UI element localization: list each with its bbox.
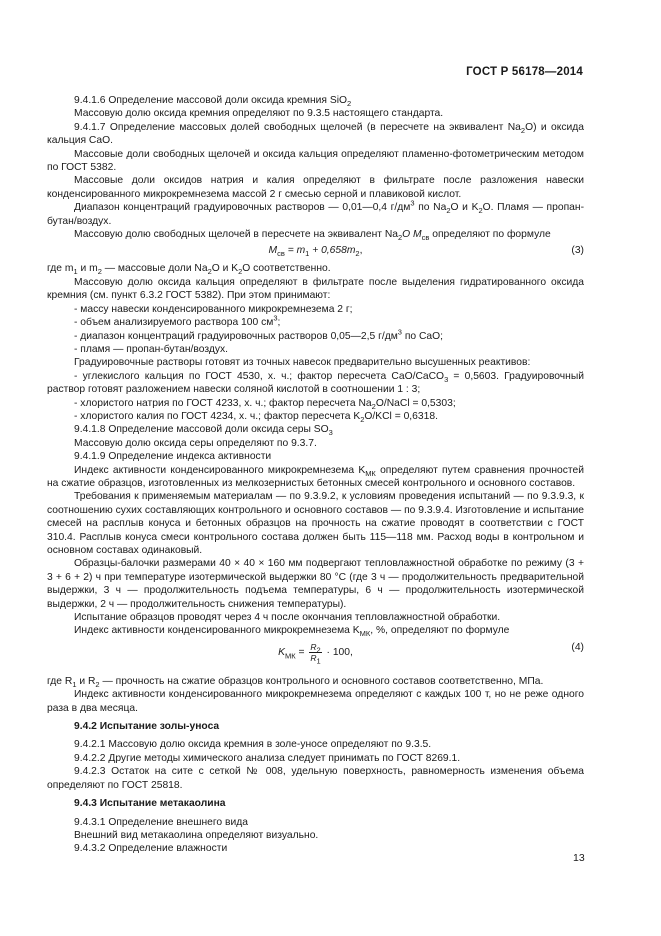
section-9-4-1-9: 9.4.1.9 Определение индекса активности [74, 451, 272, 463]
paragraph: 9.4.2.2 Другие методы химического анализа следует принимать по ГОСТ 8269.1. [74, 752, 461, 764]
fraction: $\frac{R_2}{R_1}$ [310, 641, 321, 666]
document-header: ГОСТ Р 56178—2014 [466, 66, 583, 78]
paragraph: Испытание образцов проводят через 4 ч после окончания тепловлажностной обработки. [74, 612, 501, 624]
section-heading-9-4-3: 9.4.3 Испытание метакаолина [74, 798, 226, 810]
paragraph: Массовую долю оксида серы определяют по 9.3.7. [74, 437, 317, 449]
formula-number: (4) [571, 641, 584, 653]
paragraph: Диапазон концентраций градуировочных растворов — 0,01—0,4 $г/дм^3$ по $Na_2O$ и $K_2O$. Пламя — пропан-бутан/воздух. [47, 198, 584, 227]
section-heading-9-4-2: 9.4.2 Испытание золы-уноса [74, 721, 220, 733]
paragraph: Массовую долю оксида кальция определяют в фильтрате после выделения гидратированного оксида кремния (см. пункт 6.3.2 ГОСТ 5382). При этом принимают: [47, 276, 584, 302]
section-9-4-1-7: 9.4.1.7 Определение массовых долей свободных щелочей (в пересчете на эквивалент $Na_2O$) и оксида кальция CaO. [47, 121, 584, 147]
paragraph: где $m_1$ и $m_2$ — массовые доли $Na_2O$ и $K_2O$ соответственно. [47, 263, 331, 277]
paragraph: Градуировочные растворы готовят из точных навесок предварительно высушенных реактивов: [74, 357, 531, 369]
section-9-4-1-6: 9.4.1.6 Определение массовой доли оксида кремния SiO$_2$ [74, 95, 352, 109]
section-9-4-1-8: 9.4.1.8 Определение массовой доли оксида серы $SO_3$ [74, 424, 333, 438]
list-item: - пламя — пропан-бутан/воздух. [74, 343, 229, 355]
page-number: 13 [573, 852, 585, 864]
paragraph: где $R_1$ и $R_2$ — прочность на сжатие образцов контрольного и основного составов соответственно, МПа. [47, 675, 544, 689]
formula-4: $K_{МК}$ = $\frac{R_2}{R_1}$ · 100, (4) [278, 641, 584, 666]
paragraph: - хлористого калия по ГОСТ 4234, х. ч.; фактор пересчета $K_2O$/KCl = 0,6318. [74, 410, 438, 424]
paragraph: Массовую долю оксида кремния определяют по 9.3.5 настоящего стандарта. [74, 108, 444, 120]
paragraph: - хлористого натрия по ГОСТ 4233, х. ч.; фактор пересчета $Na_2O$/NaCl = 0,5303; [74, 397, 456, 411]
formula-3: $M_{св} = m_1 + 0,658m_2$, (3) [268, 245, 584, 259]
paragraph: 9.4.2.1 Массовую долю оксида кремния в золе-уносе определяют по 9.3.5. [74, 739, 432, 751]
paragraph: 9.4.3.1 Определение внешнего вида [74, 816, 248, 828]
paragraph: Индекс активности конденсированного микрокремнезема $K_{МК}$, %, определяют по формуле [74, 625, 510, 639]
list-item: - диапазон концентраций градуировочных растворов 0,05—2,5 $г/дм^3$ по CaO; [74, 327, 444, 342]
document-body [47, 94, 584, 856]
paragraph: 9.4.3.2 Определение влажности [74, 843, 228, 855]
list-item: - объем анализируемого раствора 100 $см^3$; [74, 313, 281, 329]
paragraph: - углекислого кальция по ГОСТ 4530, х. ч.; фактор пересчета CaO/CaCO$_3$ = 0,5603. Градуировочный раствор готовят разложением навески соляной кислотой в соотношении 1 : 3; [47, 370, 585, 396]
paragraph: Образцы-балочки размерами 40 × 40 × 160 мм подвергают тепловлажностной обработке по режиму (3 + 3 + 6 + 2) ч при температуре изотермической выдержки 80 °С (где 3 ч — продолжительность предварительной выдержки, 3 ч — продолжительность подъема температуры, 6 ч — продолжительность изотермической выдержки, 2 ч — продолжительность снижения температуры). [47, 558, 584, 610]
paragraph: Индекс активности конденсированного микрокремнезема определяют с каждых 100 т, но не реже одного раза в два месяца. [47, 689, 584, 714]
paragraph: Массовые доли оксидов натрия и калия определяют в фильтрате после разложения навески конденсированного микрокремнезема массой 2 г смесью серной и плавиковой кислот. [47, 175, 584, 200]
paragraph: Массовые доли свободных щелочей и оксида кальция определяют пламенно-фотометрическим методом по ГОСТ 5382. [47, 148, 584, 174]
list-item: - массу навески конденсированного микрокремнезема 2 г; [74, 303, 353, 315]
paragraph: 9.4.2.3 Остаток на сите с сеткой № 008, удельную поверхность, равномерность изменения объема определяют по ГОСТ 25818. [47, 766, 584, 791]
paragraph: Внешний вид метакаолина определяют визуально. [74, 829, 319, 841]
formula-number: (3) [571, 245, 584, 257]
paragraph: Индекс активности конденсированного микрокремнезема $K_{МК}$ определяют путем сравнения прочностей на сжатие образцов, изготовленных из мелкозернистых бетонных смесей контрольного и основного составов. [47, 464, 584, 489]
paragraph: Требования к применяемым материалам — по 9.3.9.2, к условиям проведения испытаний — по 9.3.9.3, к соотношению сухих составляющих контрольного и основного составов — по 9.3.9.4. Изготовление и испытание смесей на расплыв конуса и бетонных образцов на прочность на сжатие проводят в соответствии с ГОСТ 310.4. Расплыв конуса смеси контрольного состава должен быть 115—118 мм. Расход воды в контрольном и основном составах одинаковый. [47, 491, 584, 556]
paragraph: Массовую долю свободных щелочей в пересчете на эквивалент $Na_2O$ $M_{св}$ определяют по формуле [74, 229, 551, 243]
